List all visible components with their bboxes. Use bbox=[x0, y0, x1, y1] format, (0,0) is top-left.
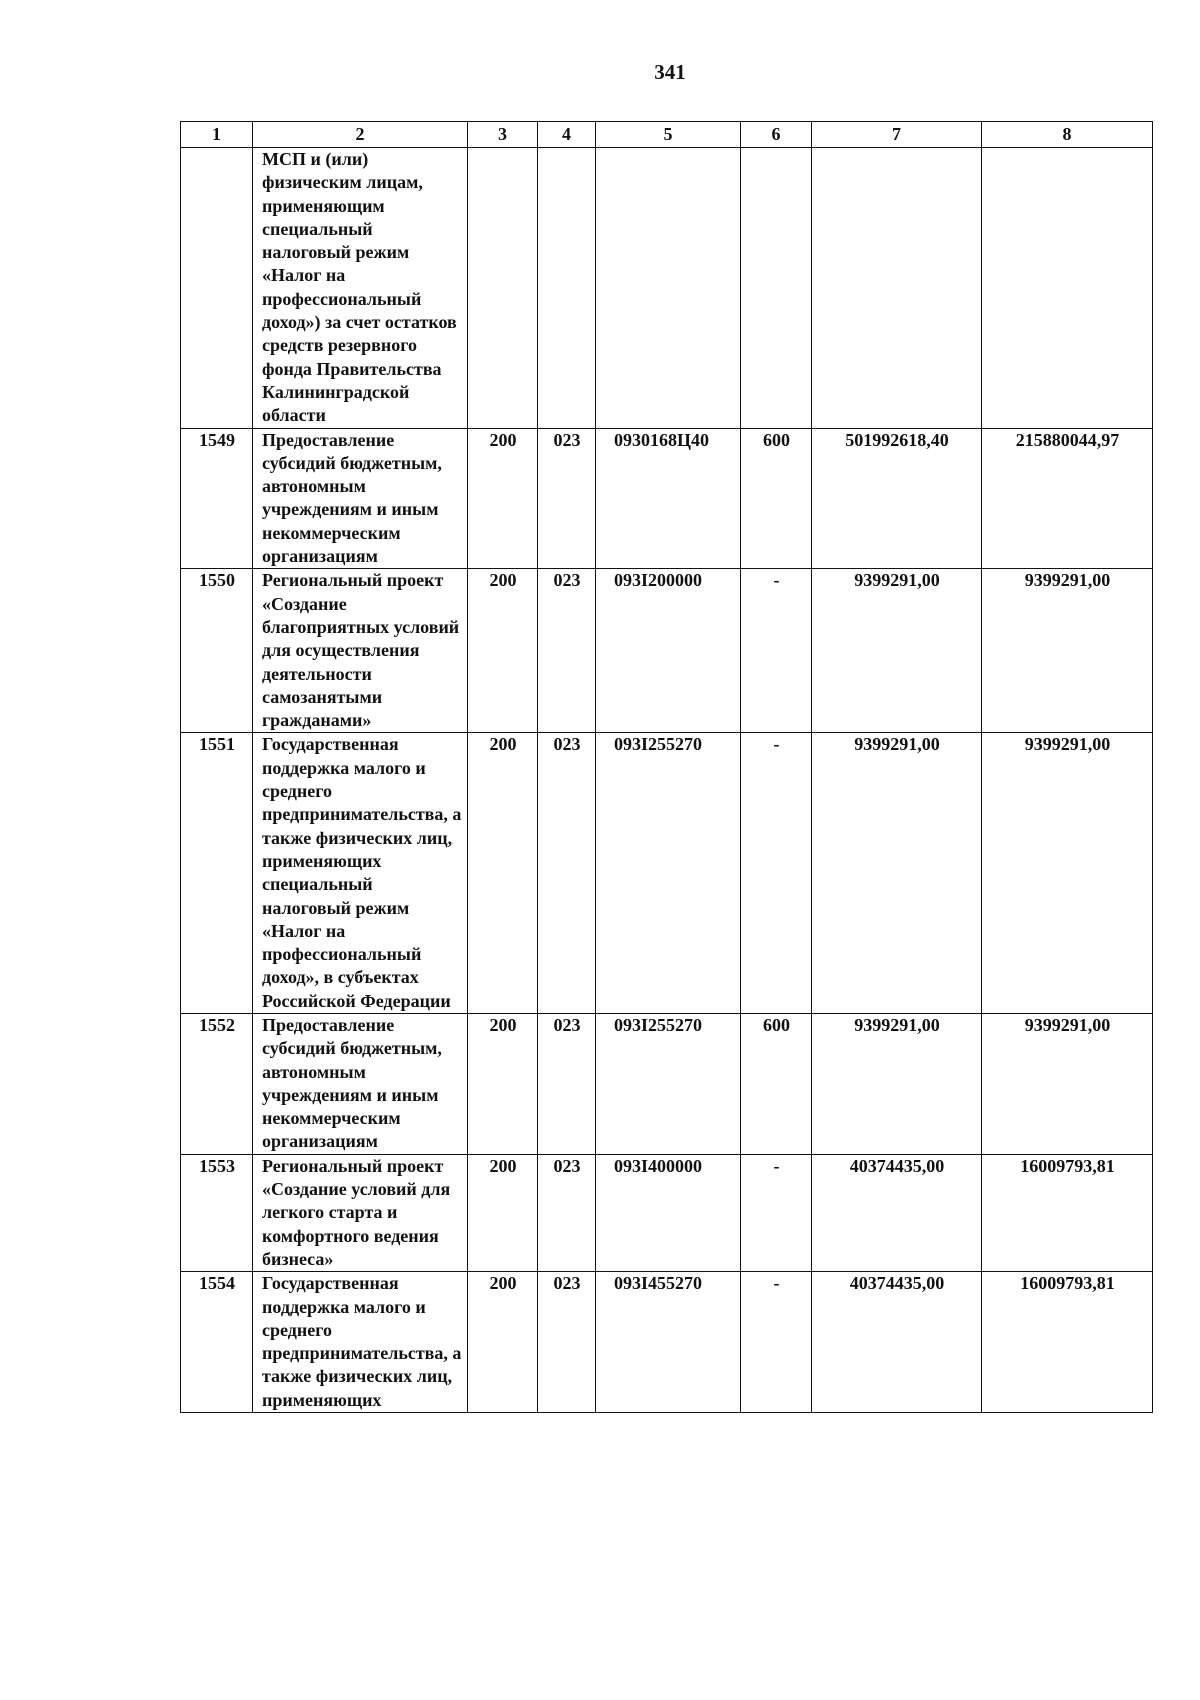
section-code-cell: 023 bbox=[538, 1272, 596, 1413]
table-row bbox=[181, 1013, 1153, 1154]
expense-type-cell: - bbox=[741, 1154, 812, 1271]
target-article-cell: 0930168Ц40 bbox=[596, 428, 741, 569]
row-number-cell: 1549 bbox=[181, 428, 253, 569]
amount-cell: 9399291,00 bbox=[812, 733, 982, 1014]
page-number: 341 bbox=[654, 60, 686, 84]
column-header: 4 bbox=[538, 122, 596, 148]
column-header: 6 bbox=[741, 122, 812, 148]
column-header: 8 bbox=[982, 122, 1153, 148]
row-name-cell: МСП и (или) физическим лицам, применяющим специальный налоговый режим «Налог на профессиональный доход») за счет остатков средств резервного фонда Правительства Калининградской области bbox=[253, 148, 468, 429]
ministry-code-cell: 200 bbox=[468, 1272, 538, 1413]
ministry-code-cell: 200 bbox=[468, 569, 538, 733]
ministry-code-cell: 200 bbox=[468, 1013, 538, 1154]
amount-cell: 9399291,00 bbox=[982, 1013, 1153, 1154]
column-header: 7 bbox=[812, 122, 982, 148]
target-article-cell: 093I255270 bbox=[596, 733, 741, 1014]
target-article-cell: 093I400000 bbox=[596, 1154, 741, 1271]
column-header: 2 bbox=[253, 122, 468, 148]
amount-cell: 501992618,40 bbox=[812, 428, 982, 569]
section-code-cell: 023 bbox=[538, 1154, 596, 1271]
column-header: 3 bbox=[468, 122, 538, 148]
table-row bbox=[181, 1272, 1153, 1413]
table-row bbox=[181, 733, 1153, 1014]
expense-type-cell: - bbox=[741, 733, 812, 1014]
row-name-cell: Предоставление субсидий бюджетным, автономным учреждениям и иным некоммерческим организациям bbox=[253, 1013, 468, 1154]
amount-cell: 9399291,00 bbox=[982, 733, 1153, 1014]
ministry-code-cell: 200 bbox=[468, 1154, 538, 1271]
ministry-code-cell: 200 bbox=[468, 428, 538, 569]
amount-cell: 9399291,00 bbox=[812, 569, 982, 733]
amount-cell: 16009793,81 bbox=[982, 1154, 1153, 1271]
amount-cell: 9399291,00 bbox=[982, 569, 1153, 733]
expense-type-cell: 600 bbox=[741, 1013, 812, 1154]
target-article-cell: 093I200000 bbox=[596, 569, 741, 733]
row-number-cell: 1552 bbox=[181, 1013, 253, 1154]
ministry-code-cell: 200 bbox=[468, 733, 538, 1014]
table-cell bbox=[468, 148, 538, 429]
table-row-continuation bbox=[181, 148, 1153, 429]
expense-type-cell: - bbox=[741, 569, 812, 733]
amount-cell: 40374435,00 bbox=[812, 1154, 982, 1271]
row-name-cell: Государственная поддержка малого и среднего предпринимательства, а также физических лиц, применяющих специальный налоговый режим «Налог на профессиональный доход», в субъектах Российской Федерации bbox=[253, 733, 468, 1014]
table-cell bbox=[741, 148, 812, 429]
table-row bbox=[181, 428, 1153, 569]
amount-cell: 16009793,81 bbox=[982, 1272, 1153, 1413]
table-row bbox=[181, 569, 1153, 733]
expense-type-cell: - bbox=[741, 1272, 812, 1413]
row-name-cell: Предоставление субсидий бюджетным, автономным учреждениям и иным некоммерческим организациям bbox=[253, 428, 468, 569]
amount-cell: 9399291,00 bbox=[812, 1013, 982, 1154]
section-code-cell: 023 bbox=[538, 428, 596, 569]
column-header: 5 bbox=[596, 122, 741, 148]
table-row bbox=[181, 1154, 1153, 1271]
table-cell bbox=[538, 148, 596, 429]
row-name-cell: Региональный проект «Создание условий для легкого старта и комфортного ведения бизнеса» bbox=[253, 1154, 468, 1271]
section-code-cell: 023 bbox=[538, 569, 596, 733]
row-number-cell bbox=[181, 148, 253, 429]
amount-cell: 40374435,00 bbox=[812, 1272, 982, 1413]
table-cell bbox=[812, 148, 982, 429]
row-number-cell: 1554 bbox=[181, 1272, 253, 1413]
section-code-cell: 023 bbox=[538, 733, 596, 1014]
row-number-cell: 1550 bbox=[181, 569, 253, 733]
target-article-cell: 093I455270 bbox=[596, 1272, 741, 1413]
amount-cell: 215880044,97 bbox=[982, 428, 1153, 569]
expense-type-cell: 600 bbox=[741, 428, 812, 569]
row-number-cell: 1553 bbox=[181, 1154, 253, 1271]
row-number-cell: 1551 bbox=[181, 733, 253, 1014]
row-name-cell: Региональный проект «Создание благоприятных условий для осуществления деятельности самозанятыми гражданами» bbox=[253, 569, 468, 733]
table-cell bbox=[982, 148, 1153, 429]
budget-table bbox=[180, 121, 1153, 1413]
header-row bbox=[181, 122, 1153, 148]
target-article-cell: 093I255270 bbox=[596, 1013, 741, 1154]
section-code-cell: 023 bbox=[538, 1013, 596, 1154]
table-cell bbox=[596, 148, 741, 429]
column-header: 1 bbox=[181, 122, 253, 148]
row-name-cell: Государственная поддержка малого и среднего предпринимательства, а также физических лиц, применяющих bbox=[253, 1272, 468, 1413]
